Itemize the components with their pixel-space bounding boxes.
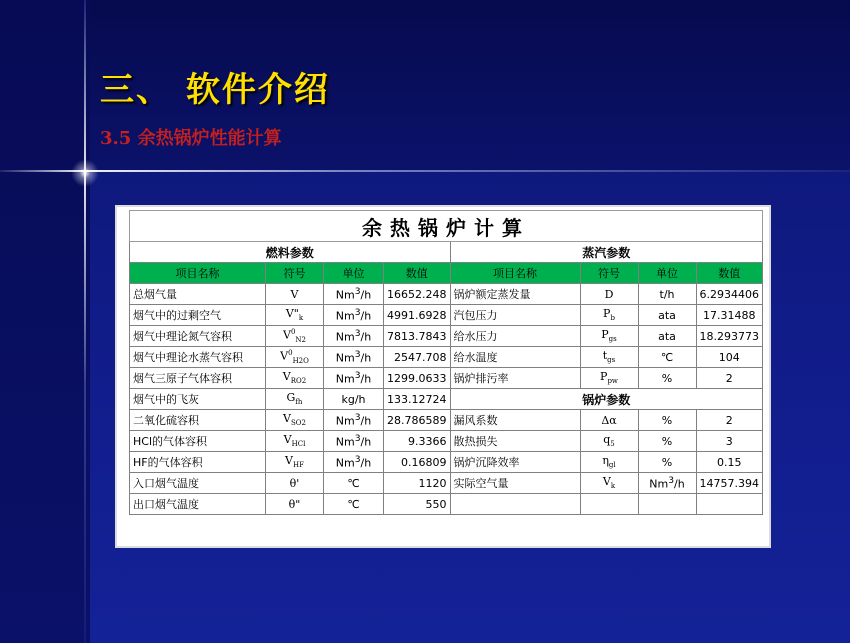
decorative-horizontal-line (0, 170, 850, 172)
fuel-item-name: 烟气中的飞灰 (130, 389, 266, 410)
table-row (130, 494, 763, 515)
fuel-item-symbol (266, 431, 324, 452)
symbol-base: V (282, 328, 291, 342)
boiler-item-name: 锅炉沉降效率 (450, 452, 580, 473)
symbol-base: V (602, 475, 611, 489)
boiler-item-name: 漏风系数 (450, 410, 580, 431)
table-row (130, 389, 763, 410)
header-symbol: 符号 (266, 263, 324, 284)
boiler-item-value: 14757.394 (696, 473, 763, 494)
fuel-item-symbol (266, 452, 324, 473)
fuel-item-unit: ℃ (324, 473, 384, 494)
table-row (130, 347, 763, 368)
empty-cell (580, 494, 638, 515)
table-row (130, 326, 763, 347)
slide-subtitle: 3.5 余热锅炉性能计算 (100, 128, 282, 149)
symbol-base: P (601, 328, 609, 342)
steam-item-value: 2 (696, 368, 763, 389)
steam-item-symbol (580, 347, 638, 368)
steam-item-value: 104 (696, 347, 763, 368)
steam-item-symbol (580, 368, 638, 389)
fuel-item-unit: Nm$^3$/h (324, 305, 384, 326)
steam-item-unit: ata (638, 326, 696, 347)
fuel-item-unit: Nm$^3$/h (324, 431, 384, 452)
symbol-subscript: gs (608, 335, 617, 344)
fuel-item-unit: Nm$^3$/h (324, 452, 384, 473)
symbol-base: η (602, 454, 609, 468)
fuel-item-name: HF的气体容积 (130, 452, 266, 473)
boiler-item-unit: % (638, 410, 696, 431)
steam-section-header: 蒸汽参数 (450, 242, 763, 263)
table-row (130, 473, 763, 494)
sparkle-icon (70, 158, 100, 188)
steam-item-name: 锅炉排污率 (450, 368, 580, 389)
symbol-superscript: 0 (288, 349, 293, 358)
fuel-item-symbol (266, 389, 324, 410)
header-unit: 单位 (638, 263, 696, 284)
symbol-base: q (603, 433, 611, 447)
symbol-subscript: fh (295, 398, 303, 407)
left-band (0, 0, 90, 643)
symbol-subscript: HF (292, 461, 304, 470)
table-row (130, 410, 763, 431)
table-row (130, 305, 763, 326)
fuel-item-unit: Nm$^3$/h (324, 410, 384, 431)
symbol-subscript: SO2 (290, 419, 306, 428)
header-unit: 单位 (324, 263, 384, 284)
fuel-item-value: 4991.6928 (384, 305, 451, 326)
fuel-item-symbol (266, 368, 324, 389)
steam-item-name: 给水温度 (450, 347, 580, 368)
symbol-base: P (600, 370, 608, 384)
boiler-item-value: 0.15 (696, 452, 763, 473)
steam-item-symbol (580, 284, 638, 305)
fuel-item-unit: Nm$^3$/h (324, 368, 384, 389)
fuel-item-unit: Nm$^3$/h (324, 347, 384, 368)
steam-item-unit: ℃ (638, 347, 696, 368)
fuel-item-name: 烟气中理论水蒸气容积 (130, 347, 266, 368)
fuel-item-value: 9.3366 (384, 431, 451, 452)
symbol-base: V (282, 370, 291, 384)
steam-item-value: 17.31488 (696, 305, 763, 326)
symbol-subscript: RO2 (290, 377, 307, 386)
steam-item-unit: t/h (638, 284, 696, 305)
fuel-item-value: 16652.248 (384, 284, 451, 305)
fuel-item-symbol (266, 347, 324, 368)
fuel-item-unit: ℃ (324, 494, 384, 515)
boiler-item-symbol (580, 473, 638, 494)
boiler-calc-table (129, 210, 763, 515)
symbol-base: V (280, 349, 289, 363)
table-row (130, 431, 763, 452)
fuel-item-symbol (266, 305, 324, 326)
fuel-item-value: 1299.0633 (384, 368, 451, 389)
symbol-base: V (283, 433, 292, 447)
boiler-item-value: 2 (696, 410, 763, 431)
symbol-base: D (604, 287, 614, 301)
fuel-item-value: 133.12724 (384, 389, 451, 410)
header-value: 数值 (696, 263, 763, 284)
fuel-item-name: 烟气三原子气体容积 (130, 368, 266, 389)
boiler-item-unit: % (638, 452, 696, 473)
header-item: 项目名称 (450, 263, 580, 284)
fuel-item-name: 入口烟气温度 (130, 473, 266, 494)
boiler-item-symbol (580, 410, 638, 431)
steam-item-name: 锅炉额定蒸发量 (450, 284, 580, 305)
steam-item-symbol (580, 305, 638, 326)
header-value: 数值 (384, 263, 451, 284)
steam-item-value: 18.293773 (696, 326, 763, 347)
symbol-superscript: 0 (290, 328, 296, 337)
decorative-vertical-line (84, 0, 86, 643)
header-symbol: 符号 (580, 263, 638, 284)
column-header-row (130, 263, 763, 284)
fuel-item-symbol (266, 473, 324, 494)
symbol-base: G (286, 391, 296, 405)
slide-title: 三、 软件介绍 (100, 70, 330, 110)
table-row (130, 284, 763, 305)
fuel-item-unit: Nm$^3$/h (324, 326, 384, 347)
symbol-base: V (290, 287, 299, 301)
steam-item-value: 6.2934406 (696, 284, 763, 305)
fuel-item-symbol (266, 410, 324, 431)
spreadsheet-image (115, 205, 771, 548)
fuel-item-value: 28.786589 (384, 410, 451, 431)
symbol-base: V (285, 454, 293, 468)
boiler-section-header: 锅炉参数 (450, 389, 763, 410)
table-title: 余热锅炉计算 (130, 211, 763, 242)
fuel-item-name: HCl的气体容积 (130, 431, 266, 452)
header-item: 项目名称 (130, 263, 266, 284)
fuel-item-value: 0.16809 (384, 452, 451, 473)
symbol-subscript: k (610, 482, 616, 491)
fuel-item-name: 出口烟气温度 (130, 494, 266, 515)
symbol-subscript: N2 (295, 335, 306, 344)
boiler-item-symbol (580, 431, 638, 452)
empty-cell (450, 494, 580, 515)
symbol-subscript: gs (607, 356, 616, 365)
symbol-base: V (283, 412, 291, 426)
symbol-subscript: HCl (291, 440, 306, 449)
fuel-section-header: 燃料参数 (130, 242, 451, 263)
fuel-item-value: 7813.7843 (384, 326, 451, 347)
symbol-subscript: gl (608, 461, 616, 470)
boiler-item-unit: Nm$^3$/h (638, 473, 696, 494)
symbol-subscript: 5 (610, 440, 615, 449)
symbol-base: V" (285, 307, 299, 321)
symbol-subscript: H2O (292, 356, 309, 365)
fuel-item-value: 550 (384, 494, 451, 515)
fuel-item-unit: kg/h (324, 389, 384, 410)
symbol-base: θ' (289, 476, 300, 490)
fuel-item-unit: Nm$^3$/h (324, 284, 384, 305)
boiler-item-name: 散热损失 (450, 431, 580, 452)
symbol-base: Δα (601, 413, 617, 427)
fuel-item-name: 烟气中的过剩空气 (130, 305, 266, 326)
fuel-item-name: 总烟气量 (130, 284, 266, 305)
fuel-item-symbol (266, 284, 324, 305)
fuel-item-name: 烟气中理论氮气容积 (130, 326, 266, 347)
table-row (130, 452, 763, 473)
symbol-base: P (603, 307, 611, 321)
empty-cell (696, 494, 763, 515)
empty-cell (638, 494, 696, 515)
symbol-base: t (602, 349, 608, 363)
steam-item-name: 给水压力 (450, 326, 580, 347)
steam-item-unit: ata (638, 305, 696, 326)
boiler-item-value: 3 (696, 431, 763, 452)
fuel-item-symbol (266, 326, 324, 347)
steam-item-unit: % (638, 368, 696, 389)
symbol-base: θ" (288, 497, 301, 511)
fuel-item-name: 二氧化硫容积 (130, 410, 266, 431)
table-row (130, 368, 763, 389)
boiler-item-unit: % (638, 431, 696, 452)
boiler-item-symbol (580, 452, 638, 473)
symbol-subscript: pw (607, 377, 618, 386)
boiler-item-name: 实际空气量 (450, 473, 580, 494)
fuel-item-value: 1120 (384, 473, 451, 494)
fuel-item-value: 2547.708 (384, 347, 451, 368)
symbol-subscript: k (298, 314, 304, 323)
fuel-item-symbol (266, 494, 324, 515)
symbol-subscript: b (610, 314, 615, 323)
steam-item-symbol (580, 326, 638, 347)
steam-item-name: 汽包压力 (450, 305, 580, 326)
